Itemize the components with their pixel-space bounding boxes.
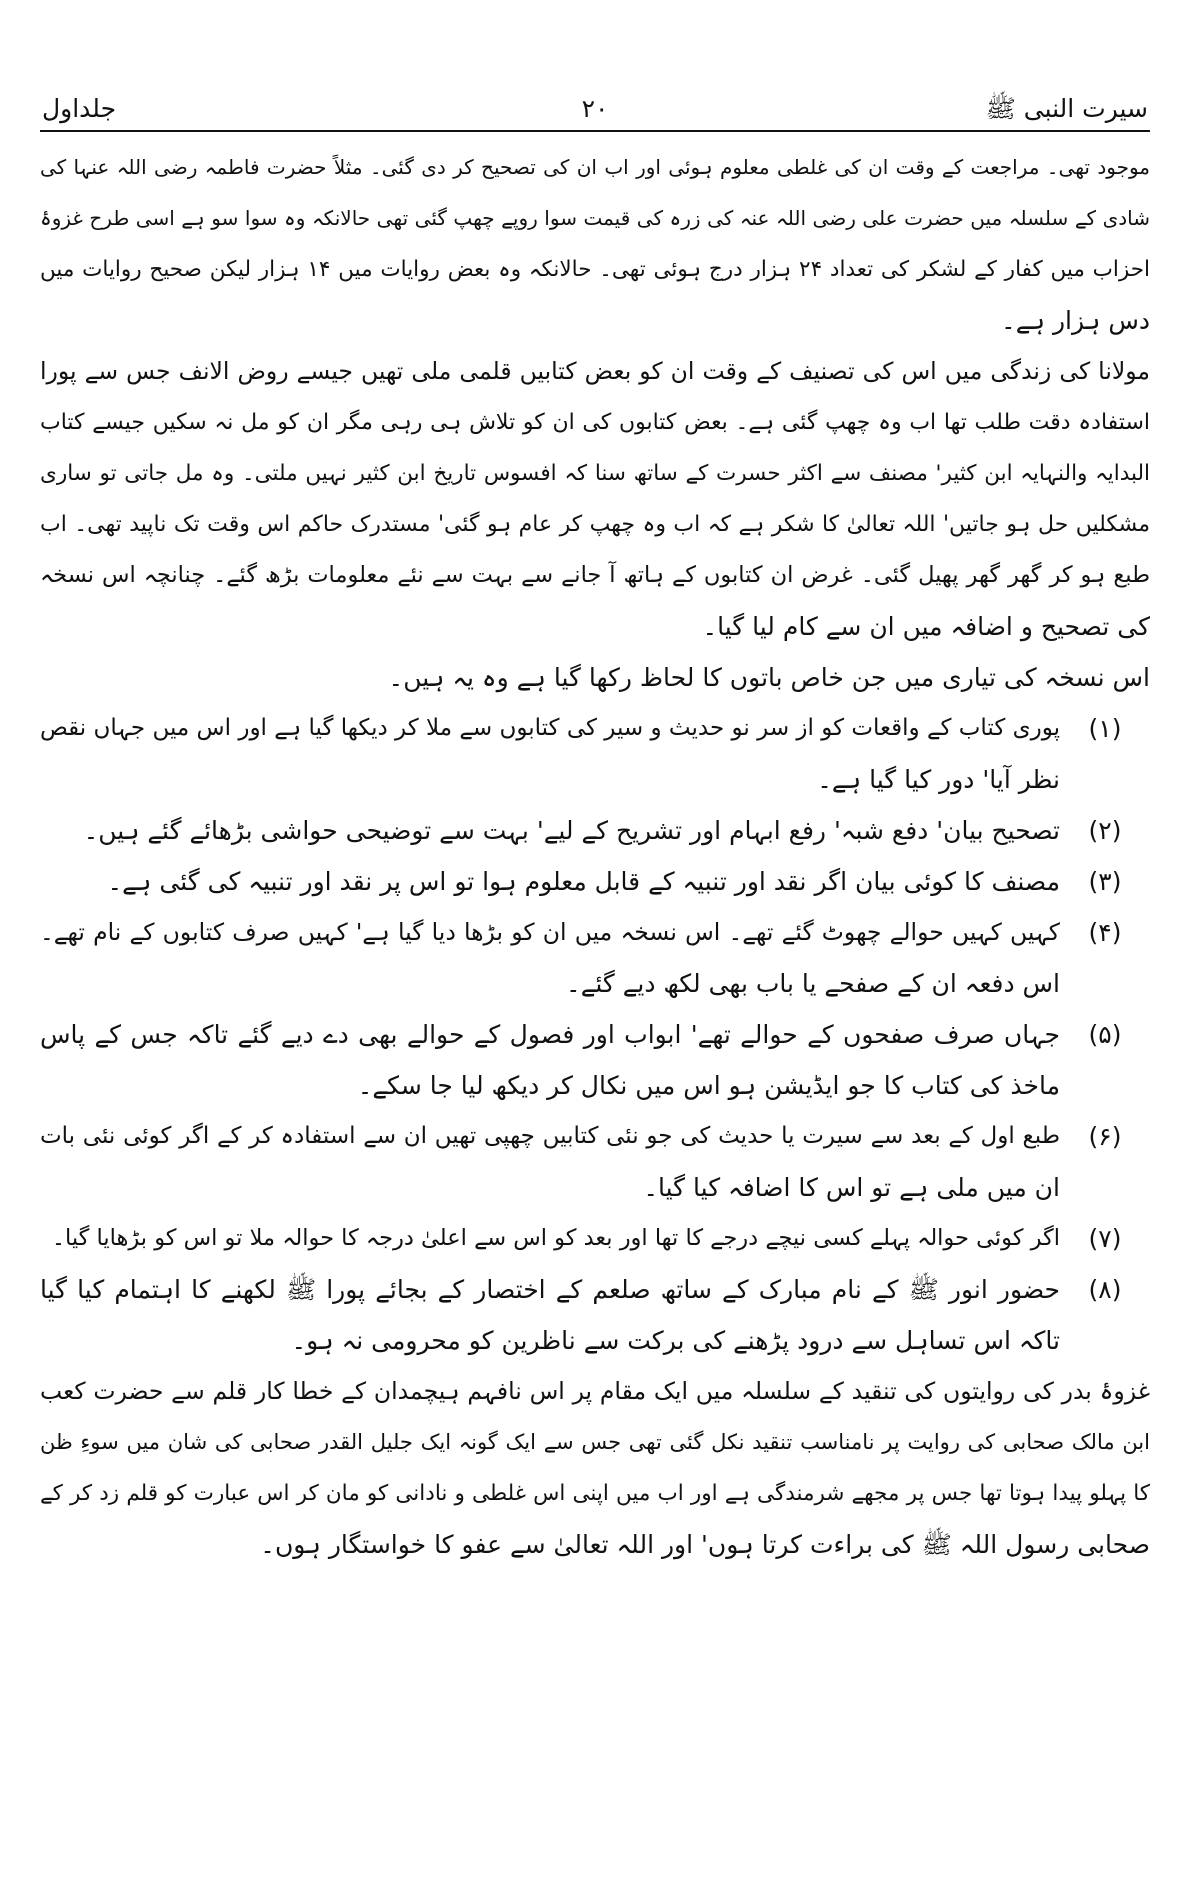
text-line: غزوۂ بدر کی روایتوں کی تنقید کے سلسلہ میں ایک مقام پر اس نافہم ہیچمدان کے خطا کار قلم سے حضرت کعب — [40, 1377, 1150, 1405]
book-title: سیرت النبی ﷺ — [985, 94, 1148, 123]
text-line: طبع اول کے بعد سے سیرت یا حدیث کی جو نئی کتابیں چھپی تھیں ان سے استفادہ کر کے اگر کوئی نئی بات — [40, 1123, 1060, 1149]
item-number: (۲) — [1088, 816, 1122, 845]
text-line: ان میں ملی ہے تو اس کا اضافہ کیا گیا۔ — [643, 1173, 1060, 1202]
text-line: استفادہ دقت طلب تھا اب وہ چھپ گئی ہے۔ بعض کتابوں کی ان کو تلاش ہی رہی مگر ان کو مل نہ سکیں جیسے کتاب — [40, 410, 1150, 435]
list-item — [40, 907, 1150, 1009]
item-number: (۵) — [1088, 1020, 1122, 1049]
volume-label: جلداول — [42, 94, 117, 123]
paragraph-sources — [40, 346, 1150, 652]
text-line: احزاب میں کفار کے لشکر کی تعداد ۲۴ ہزار درج ہوئی تھی۔ حالانکہ وہ بعض روایات میں ۱۴ ہزار لیکن صحیح روایات میں — [40, 257, 1150, 282]
text-line: تصحیح بیان' دفع شبہ' رفع ابہام اور تشریح کے لیے' بہت سے توضیحی حواشی بڑھائے گئے ہیں۔ — [83, 816, 1060, 845]
text-line: مولانا کی زندگی میں اس کی تصنیف کے وقت ان کو بعض کتابیں قلمی ملی تھیں جیسے روض الانف جس سے پورا — [40, 357, 1150, 385]
text-line: حضور انور ﷺ کے نام مبارک کے ساتھ صلعم کے اختصار کے بجائے پورا ﷺ لکھنے کا اہتمام کیا گیا — [40, 1275, 1060, 1304]
item-number: (۶) — [1088, 1122, 1122, 1151]
item-number: (۳) — [1088, 867, 1122, 896]
text-line: مشکلیں حل ہو جاتیں' اللہ تعالیٰ کا شکر ہے کہ اب وہ چھپ کر عام ہو گئی' مستدرک حاکم اس وقت تک ناپید تھی۔ اب — [40, 512, 1150, 537]
list-item — [40, 703, 1150, 805]
list-item — [40, 1009, 1150, 1111]
item-number: (۷) — [1088, 1224, 1122, 1253]
list-item — [40, 1264, 1150, 1366]
text-line: نظر آیا' دور کیا گیا ہے۔ — [817, 765, 1060, 794]
running-header — [40, 88, 1150, 132]
item-number: (۸) — [1088, 1275, 1122, 1304]
page-body — [40, 142, 1150, 1570]
list-item — [40, 1213, 1150, 1264]
text-line: طبع ہو کر گھر گھر پھیل گئی۔ غرض ان کتابوں کے ہاتھ آ جانے سے بہت سے نئے معلومات بڑھ گئے۔ چنانچہ اس نسخہ — [40, 562, 1150, 588]
text-line: جہاں صرف صفحوں کے حوالے تھے' ابواب اور فصول کے حوالے بھی دے دیے گئے تاکہ جس کے پاس — [40, 1020, 1060, 1049]
list-item — [40, 805, 1150, 856]
item-number: (۴) — [1088, 918, 1122, 947]
text-line: اگر کوئی حوالہ پہلے کسی نیچے درجے کا تھا اور بعد کو اس سے اعلیٰ درجہ کا حوالہ ملا تو اس کو بڑھایا گیا۔ — [51, 1225, 1060, 1251]
text-line: ماخذ کی کتاب کا جو ایڈیشن ہو اس میں نکال کر دیکھ لیا جا سکے۔ — [357, 1071, 1060, 1100]
text-line: شادی کے سلسلہ میں حضرت علی رضی اللہ عنہ کی زرہ کی قیمت سوا روپے چھپ گئی تھی حالانکہ وہ سوا سو ہے اسی طرح غزوۂ — [40, 206, 1150, 230]
paragraph-errata — [40, 142, 1150, 346]
text-line: کی تصحیح و اضافہ میں ان سے کام لیا گیا۔ — [702, 612, 1150, 641]
text-line: البدایہ والنہایہ ابن کثیر' مصنف سے اکثر حسرت کے ساتھ سنا کہ افسوس تاریخ ابن کثیر نہیں ملتی۔ وہ مل جاتی تو ساری — [40, 461, 1150, 486]
page-number: ۲۰ — [581, 94, 609, 123]
text-line: کہیں کہیں حوالے چھوٹ گئے تھے۔ اس نسخہ میں ان کو بڑھا دیا گیا ہے' کہیں صرف کتابوں کے نام تھے۔ — [40, 918, 1060, 946]
list-intro: اس نسخہ کی تیاری میں جن خاص باتوں کا لحاظ رکھا گیا ہے وہ یہ ہیں۔ — [388, 663, 1150, 692]
text-line: تاکہ اس تساہل سے درود پڑھنے کی برکت سے ناظرین کو محرومی نہ ہو۔ — [291, 1326, 1060, 1355]
text-line: دس ہزار ہے۔ — [1001, 306, 1150, 335]
text-line: اس دفعہ ان کے صفحے یا باب بھی لکھ دیے گئے۔ — [566, 969, 1060, 998]
item-number: (۱) — [1088, 714, 1122, 743]
text-line: مصنف کا کوئی بیان اگر نقد اور تنبیہ کے قابل معلوم ہوا تو اس پر نقد اور تنبیہ کی گئی ہے۔ — [107, 867, 1060, 896]
list-item — [40, 856, 1150, 907]
text-line: صحابی رسول اللہ ﷺ کی براءت کرتا ہوں' اور اللہ تعالیٰ سے عفو کا خواستگار ہوں۔ — [260, 1530, 1150, 1559]
text-line: پوری کتاب کے واقعات کو از سر نو حدیث و سیر کی کتابوں سے ملا کر دیکھا گیا ہے اور اس میں جہاں نقص — [40, 715, 1060, 741]
list-item — [40, 1111, 1150, 1213]
text-line: ابن مالک صحابی کی روایت پر نامناسب تنقید نکل گئی تھی جس سے ایک گونہ ایک جلیل القدر صحابی کی شان میں سوءِ ظن — [40, 1430, 1150, 1454]
text-line: کا پہلو پیدا ہوتا تھا جس پر مجھے شرمندگی ہے اور اب میں اپنی اس غلطی و نادانی کو مان کر اس عبارت کو قلم زد کر کے — [40, 1481, 1150, 1506]
text-line: موجود تھی۔ مراجعت کے وقت ان کی غلطی معلوم ہوئی اور اب ان کی تصحیح کر دی گئی۔ مثلاً حضرت فاطمہ رضی اللہ عنہا کی — [40, 155, 1150, 179]
paragraph-correction — [40, 1366, 1150, 1570]
